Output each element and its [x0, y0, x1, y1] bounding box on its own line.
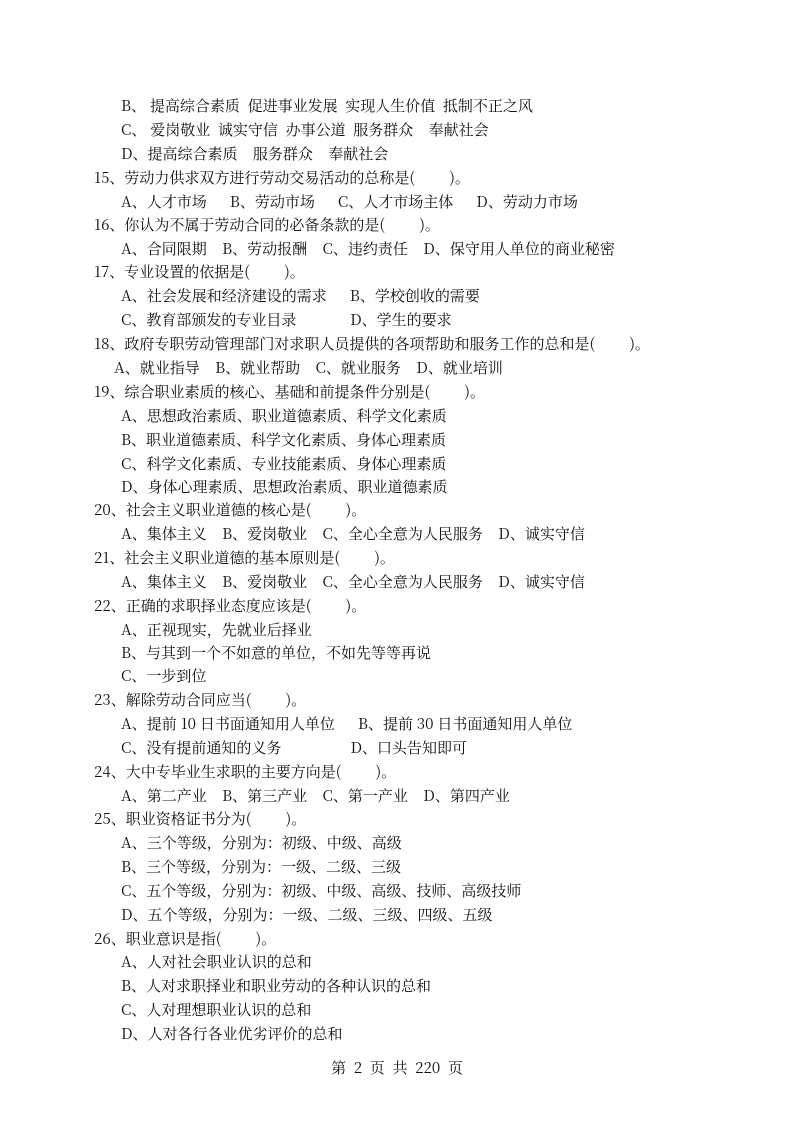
question-line: 23、解除劳动合同应当( )。 [94, 689, 307, 710]
question-line: 16、你认为不属于劳动合同的必备条款的是( )。 [94, 214, 440, 235]
option-line: B、与其到一个不如意的单位，不如先等等再说 [121, 642, 432, 663]
option-line: B、职业道德素质、科学文化素质、身体心理素质 [121, 429, 447, 450]
option-line: A、就业指导 B、就业帮助 C、就业服务 D、就业培训 [114, 357, 503, 378]
option-line: A、第二产业 B、第三产业 C、第一产业 D、第四产业 [121, 785, 510, 806]
page-number-footer: 第 2 页 共 220 页 [331, 1057, 463, 1078]
option-line: C、五个等级，分别为：初级、中级、高级、技师、高级技师 [121, 880, 522, 901]
option-line: A、思想政治素质、职业道德素质、科学文化素质 [121, 405, 447, 426]
option-line: C、科学文化素质、专业技能素质、身体心理素质 [121, 453, 447, 474]
option-line: B、 提高综合素质 促进事业发展 实现人生价值 抵制不正之风 [121, 95, 533, 116]
option-line: A、人对社会职业认识的总和 [121, 951, 312, 972]
question-line: 17、专业设置的依据是( )。 [94, 261, 305, 282]
question-line: 26、职业意识是指( )。 [94, 928, 277, 949]
question-line: 25、职业资格证书分为( )。 [94, 808, 307, 829]
question-line: 21、社会主义职业道德的基本原则是( )。 [94, 547, 395, 568]
question-line: 20、社会主义职业道德的核心是( )。 [94, 499, 367, 520]
option-line: A、集体主义 B、爱岗敬业 C、全心全意为人民服务 D、诚实守信 [121, 571, 585, 592]
option-line: C、 爱岗敬业 诚实守信 办事公道 服务群众 奉献社会 [121, 119, 489, 140]
option-line: A、人才市场 B、劳动市场 C、人才市场主体 D、劳动力市场 [121, 191, 578, 212]
question-line: 18、政府专职劳动管理部门对求职人员提供的各项帮助和服务工作的总和是( )。 [94, 333, 650, 354]
option-line: D、身体心理素质、思想政治素质、职业道德素质 [121, 476, 448, 497]
option-line: A、三个等级，分别为：初级、中级、高级 [121, 832, 402, 853]
option-line: A、提前 10 日书面通知用人单位 B、提前 30 日书面通知用人单位 [121, 713, 573, 734]
option-line: A、正视现实，先就业后择业 [121, 619, 312, 640]
option-line: D、人对各行各业优劣评价的总和 [121, 1023, 343, 1044]
option-line: B、人对求职择业和职业劳动的各种认识的总和 [121, 975, 432, 996]
question-line: 19、综合职业素质的核心、基础和前提条件分别是( )。 [94, 381, 485, 402]
option-line: C、人对理想职业认识的总和 [121, 999, 312, 1020]
option-line: D、五个等级，分别为：一级、二级、三级、四级、五级 [121, 904, 493, 925]
option-line: C、教育部颁发的专业目录 D、学生的要求 [121, 309, 452, 330]
option-line: C、一步到位 [121, 665, 207, 686]
question-line: 15、劳动力供求双方进行劳动交易活动的总称是( )。 [94, 167, 470, 188]
question-line: 24、大中专毕业生求职的主要方向是( )。 [94, 761, 397, 782]
option-line: A、集体主义 B、爱岗敬业 C、全心全意为人民服务 D、诚实守信 [121, 523, 585, 544]
option-line: D、提高综合素质 服务群众 奉献社会 [121, 143, 389, 164]
option-line: A、社会发展和经济建设的需求 B、学校创收的需要 [121, 285, 480, 306]
option-line: B、三个等级，分别为：一级、二级、三级 [121, 856, 402, 877]
option-line: A、合同限期 B、劳动报酬 C、违约责任 D、保守用人单位的商业秘密 [121, 238, 615, 259]
option-line: C、没有提前通知的义务 D、口头告知即可 [121, 737, 468, 758]
question-line: 22、正确的求职择业态度应该是( )。 [94, 595, 367, 616]
